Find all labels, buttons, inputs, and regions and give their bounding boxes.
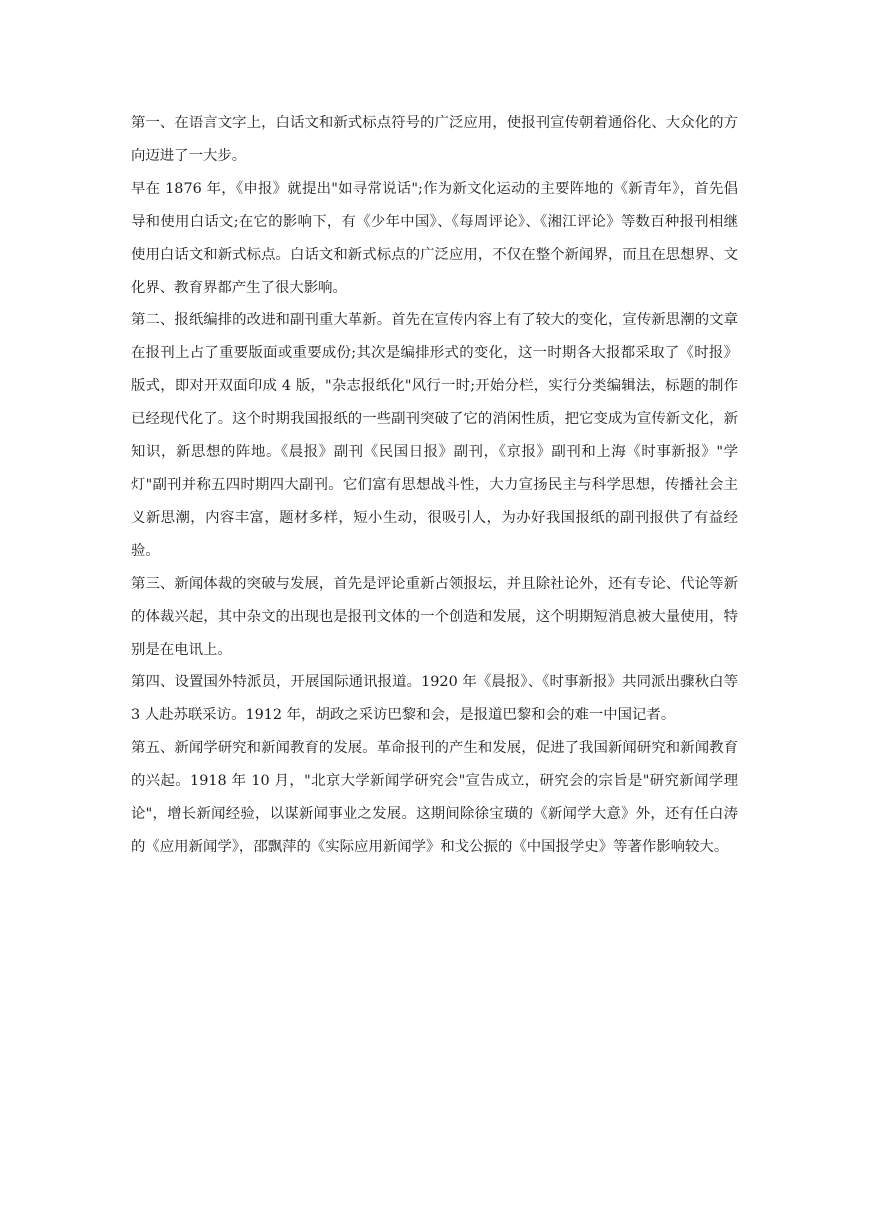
paragraph-layout-supplements: 第二、报纸编排的改进和副刊重大革新。首先在宣传内容上有了较大的变化，宣传新思潮的文章在报刊上占了重要版面或重要成份;其次是编排形式的变化，这一时期各大报都采取了《时报》版式，即对开双面印成 4 版，"杂志报纸化"风行一时;开始分栏，实行分类编辑法，标题的制作已经现代化了。这个时期我国报纸的一些副刊突破了它的消闲性质，把它变成为宣传新文化，新知识，新思想的阵地。《晨报》副刊《民国日报》副刊，《京报》副刊和上海《时事新报》"学灯"副刊并称五四时期四大副刊。它们富有思想战斗性，大力宣扬民主与科学思想，传播社会主义新思潮，内容丰富，题材多样，短小生动，很吸引人，为办好我国报纸的副刊报供了有益经验。 [131,312,738,559]
paragraph-vernacular-history: 早在 1876 年，《申报》就提出"如寻常说话";作为新文化运动的主要阵地的《新青年》，首先倡导和使用白话文;在它的影响下，有《少年中国》、《每周评论》、《湘江评论》等数百种报刊相继使用白话文和新式标点。白话文和新式标点的广泛应用，不仅在整个新闻界，而且在思想界、文化界、教育界都产生了很大影响。 [131,180,738,296]
paragraph-language-reform: 第一、在语言文字上，白话文和新式标点符号的广泛应用，使报刊宣传朝着通俗化、大众化的方向迈进了一大步。 [131,115,738,164]
paragraph-news-genres: 第三、新闻体裁的突破与发展，首先是评论重新占领报坛，并且除社论外，还有专论、代论等新的体裁兴起，其中杂文的出现也是报刊文体的一个创造和发展，这个明期短消息被大量使用，特别是在电讯上。 [131,575,738,658]
paragraph-journalism-education: 第五、新闻学研究和新闻教育的发展。革命报刊的产生和发展，促进了我国新闻研究和新闻教育的兴起。1918 年 10 月，"北京大学新闻学研究会"宣告成立，研究会的宗旨是"研究新闻学理论"，增长新闻经验，以谋新闻事业之发展。这期间除徐宝璜的《新闻学大意》外，还有任白涛的《应用新闻学》，邵飘萍的《实际应用新闻学》和戈公振的《中国报学史》等著作影响较大。 [131,740,738,855]
document-body [131,107,738,864]
paragraph-foreign-correspondents: 第四、设置国外特派员，开展国际通讯报道。1920 年《晨报》、《时事新报》共同派出骤秋白等 3 人赴苏联采访。1912 年，胡政之采访巴黎和会，是报道巴黎和会的难一中国记者。 [131,674,738,724]
